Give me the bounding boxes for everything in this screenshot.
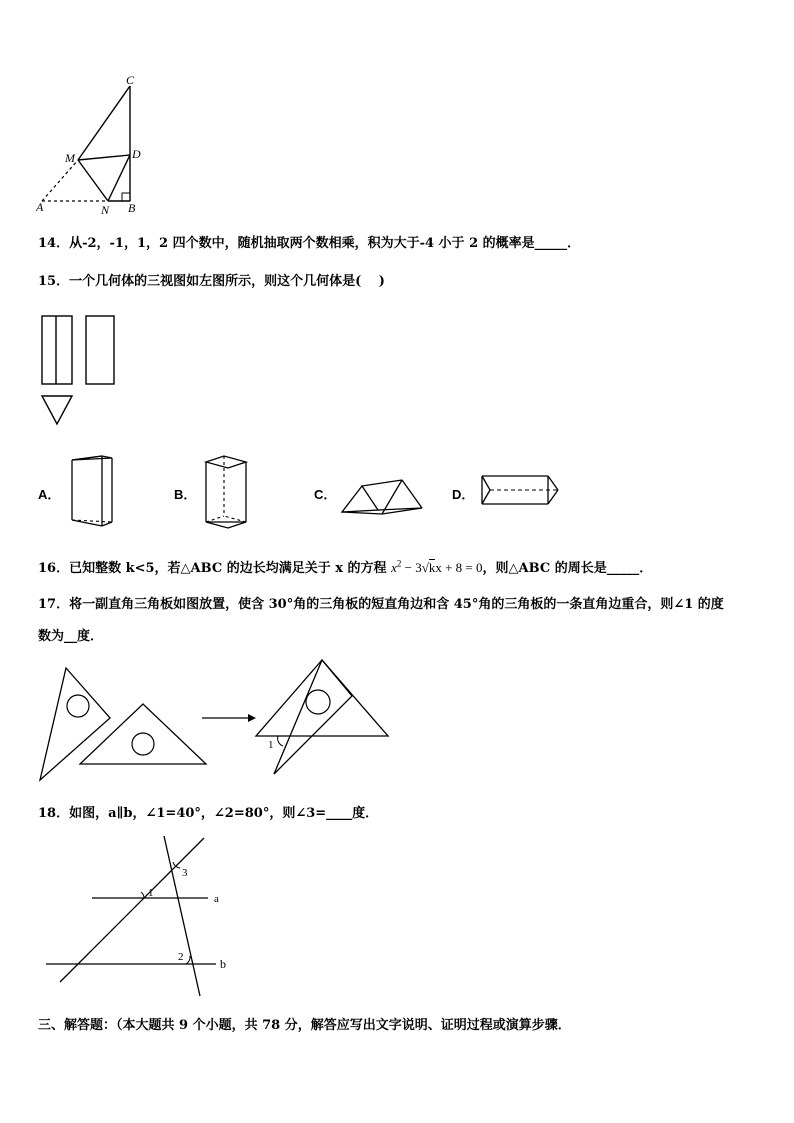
option-a-label[interactable]: A． — [38, 487, 61, 502]
line-a-label: a — [214, 893, 219, 905]
equation: $x^2 - 3√kx + 8 = 0$ — [391, 558, 483, 575]
figure-triangle-mnd — [30, 72, 160, 222]
section-3-heading: 三、解答题：（本大题共 9 个小题，共 78 分，解答应写出文字说明、证明过程或演算步骤． — [38, 1018, 571, 1033]
option-d-prism[interactable] — [478, 472, 564, 512]
parallel-lines-figure — [40, 832, 240, 1002]
label-M: M — [65, 151, 75, 165]
label-N: N — [101, 203, 110, 217]
angle-1-label-q18: 1 — [148, 887, 154, 899]
question-16-prefix: 16．已知整数 k<5，若△ABC 的边长均满足关于 x 的方程 — [38, 561, 392, 576]
option-b-label[interactable]: B． — [174, 487, 197, 502]
option-c-prism[interactable] — [338, 474, 428, 518]
angle-1-label: 1 — [268, 739, 274, 751]
question-16-suffix: ，则△ABC 的周长是_____． — [482, 561, 653, 576]
angle-2-label: 2 — [178, 951, 184, 963]
label-B: B — [128, 201, 136, 215]
sqrt-sign: √k — [421, 560, 436, 575]
question-15: 15．一个几何体的三视图如左图所示，则这个几何体是( ) — [38, 274, 385, 289]
three-views-figure — [38, 312, 128, 432]
option-c-label[interactable]: C． — [314, 487, 337, 502]
label-D: D — [132, 147, 141, 161]
option-a-prism[interactable] — [68, 452, 118, 532]
option-d-label[interactable]: D． — [452, 487, 475, 502]
angle-3-label: 3 — [182, 867, 188, 879]
label-C: C — [126, 73, 135, 87]
line-b-label: b — [220, 957, 226, 971]
set-square-figure — [36, 660, 396, 784]
question-14: 14．从-2，-1，1，2 四个数中，随机抽取两个数相乘，积为大于-4 小于 2 的概率是_____． — [38, 236, 581, 251]
option-b-prism[interactable] — [202, 452, 252, 532]
question-17-line2: 数为__度． — [38, 629, 104, 644]
question-17-line1: 17．将一副直角三角板如图放置，使含 30°角的三角板的短直角边和含 45°角的三角板的一条直角边重合，则∠1 的度 — [38, 597, 724, 612]
question-18: 18．如图，a∥b，∠1=40°，∠2=80°，则∠3=____度． — [38, 806, 379, 821]
question-16 — [38, 557, 652, 576]
label-A: A — [36, 200, 44, 214]
